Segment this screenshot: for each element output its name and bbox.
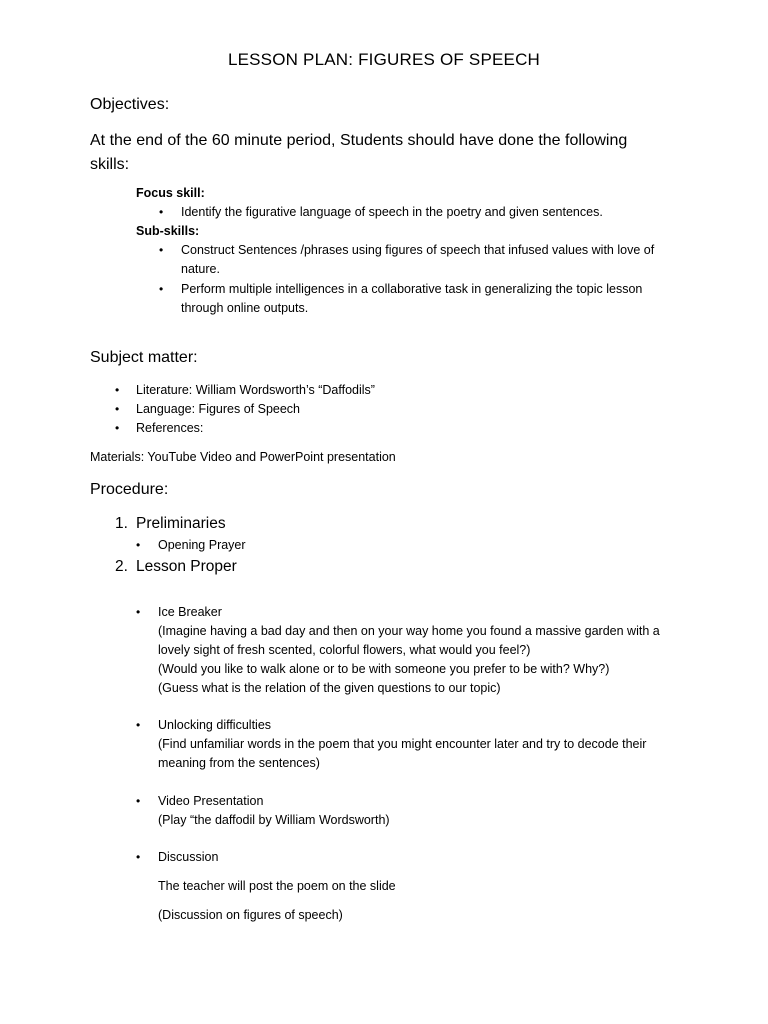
bullet-icon: • bbox=[159, 205, 164, 219]
bullet-icon: • bbox=[159, 282, 164, 296]
step-label: Preliminaries bbox=[136, 515, 226, 532]
sub-skill-item: Perform multiple intelligences in a collaborative task in generalizing the topic lesson through online outputs. bbox=[181, 282, 643, 315]
sub-skills-label: Sub-skills: bbox=[136, 224, 200, 238]
activity-text: The teacher will post the poem on the slide bbox=[158, 879, 396, 893]
materials-line: Materials: YouTube Video and PowerPoint presentation bbox=[90, 450, 396, 464]
bullet-icon: • bbox=[136, 794, 141, 808]
focus-skill-item: Identify the figurative language of speech in the poetry and given sentences. bbox=[181, 205, 603, 219]
focus-skill-label: Focus skill: bbox=[136, 186, 205, 200]
objectives-heading: Objectives: bbox=[90, 96, 170, 113]
activity-label: Ice Breaker bbox=[158, 605, 222, 619]
subject-item: Language: Figures of Speech bbox=[136, 402, 301, 416]
activity-label: Unlocking difficulties bbox=[158, 718, 272, 732]
activity-label: Video Presentation bbox=[158, 794, 264, 808]
bullet-icon: • bbox=[115, 402, 120, 416]
bullet-icon: • bbox=[136, 850, 141, 864]
page-title: LESSON PLAN: FIGURES OF SPEECH bbox=[227, 50, 541, 69]
objectives-intro: At the end of the 60 minute period, Students should have done the following skills: bbox=[90, 132, 628, 173]
bullet-icon: • bbox=[136, 538, 141, 552]
subject-item: References: bbox=[136, 421, 204, 435]
step-number: 1. bbox=[115, 515, 128, 532]
bullet-icon: • bbox=[115, 383, 120, 397]
subject-item: Literature: William Wordsworth’s “Daffodils” bbox=[136, 383, 375, 397]
activity-text: (Discussion on figures of speech) bbox=[158, 908, 343, 922]
step-number: 2. bbox=[115, 558, 128, 575]
procedure-heading: Procedure: bbox=[90, 481, 169, 498]
preliminary-item: Opening Prayer bbox=[158, 538, 246, 552]
bullet-icon: • bbox=[115, 421, 120, 435]
activity-text: (Would you like to walk alone or to be with someone you prefer to be with? Why?) bbox=[158, 662, 610, 676]
bullet-icon: • bbox=[136, 718, 141, 732]
subject-matter-heading: Subject matter: bbox=[90, 349, 198, 366]
activity-text: (Find unfamiliar words in the poem that you might encounter later and try to decode their meaning from the sentences) bbox=[158, 737, 647, 770]
bullet-icon: • bbox=[136, 605, 141, 619]
activity-text: (Imagine having a bad day and then on your way home you found a massive garden with a lovely sight of fresh scented, colorful flowers, what would you feel?) bbox=[158, 624, 660, 657]
sub-skill-item: Construct Sentences /phrases using figures of speech that infused values with love of nature. bbox=[181, 243, 655, 276]
activity-text: (Guess what is the relation of the given questions to our topic) bbox=[158, 681, 501, 695]
step-label: Lesson Proper bbox=[136, 558, 237, 575]
activity-label: Discussion bbox=[158, 850, 219, 864]
activity-text: (Play “the daffodil by William Wordsworth) bbox=[158, 813, 390, 827]
bullet-icon: • bbox=[159, 243, 164, 257]
